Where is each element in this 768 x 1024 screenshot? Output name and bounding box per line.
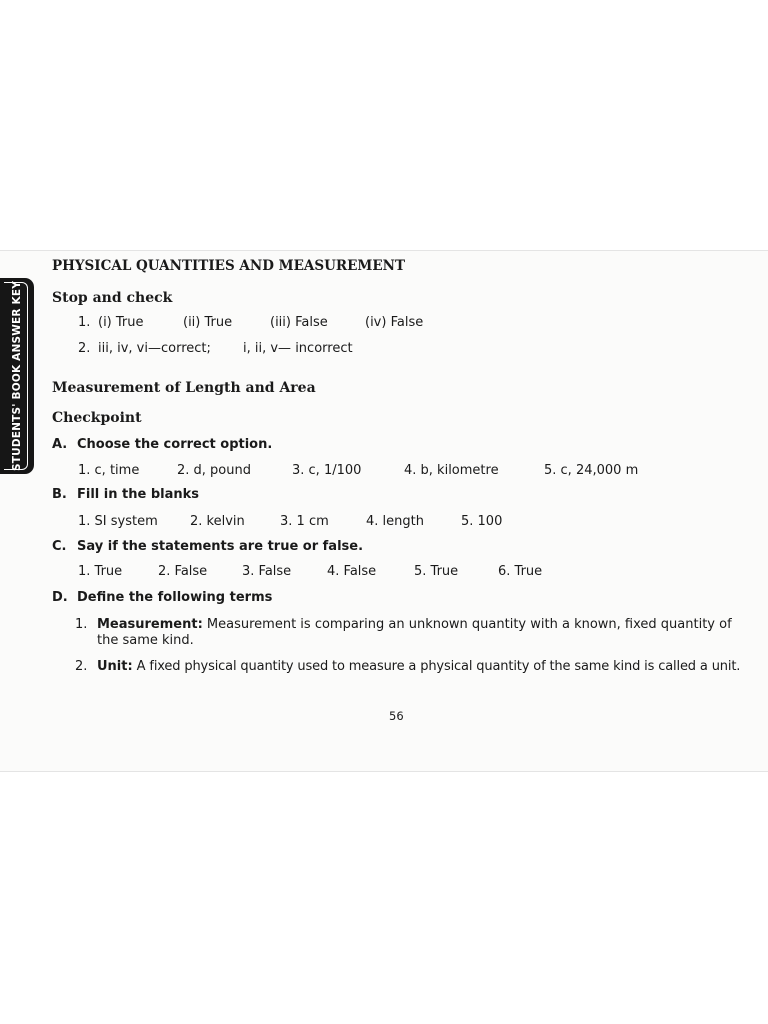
stop-check-q1-number: 1. — [78, 315, 91, 330]
definition-line — [97, 617, 732, 649]
part-c-label: C. — [52, 539, 67, 554]
definition-item — [75, 659, 760, 677]
part-c-answer: 4. False — [327, 564, 377, 579]
part-c-heading: Say if the statements are true or false. — [77, 539, 364, 554]
stop-and-check-heading: Stop and check — [52, 290, 173, 306]
part-a-answers — [78, 463, 638, 478]
side-tab-label: STUDENTS' BOOK ANSWER KEY — [11, 280, 23, 472]
definition-text-continued: the same kind. — [97, 633, 194, 648]
part-c-answer: 3. False — [242, 564, 292, 579]
definition-text: A fixed physical quantity used to measure a physical quantity of the same kind is called a unit. — [132, 659, 741, 674]
part-b-answer: 4. length — [366, 514, 424, 529]
stop-check-q1-item: (i) True — [98, 315, 144, 330]
definition-term-colon: : — [197, 617, 203, 632]
stop-check-row-1 — [78, 315, 423, 330]
definition-text: Measurement is comparing an unknown quantity with a known, fixed quantity of — [202, 617, 732, 632]
part-c-answers — [78, 564, 542, 579]
part-b-answer: 1. SI system — [78, 514, 158, 529]
stop-check-q2-item: i, ii, v— incorrect — [243, 341, 353, 356]
part-b-answer: 5. 100 — [461, 514, 503, 529]
definition-term: Unit — [97, 659, 128, 674]
part-a-answer: 5. c, 24,000 m — [544, 463, 639, 478]
part-d-heading: Define the following terms — [77, 590, 273, 605]
part-b-answer: 3. 1 cm — [280, 514, 329, 529]
part-b-answer: 2. kelvin — [190, 514, 245, 529]
part-b-label: B. — [52, 487, 67, 502]
part-a-answer: 3. c, 1/100 — [292, 463, 362, 478]
part-c-answer: 6. True — [498, 564, 543, 579]
definition-line — [97, 659, 740, 675]
page-title: PHYSICAL QUANTITIES AND MEASUREMENT — [52, 258, 405, 274]
part-a-answer: 1. c, time — [78, 463, 140, 478]
part-a-answer: 4. b, kilometre — [404, 463, 499, 478]
definition-item — [75, 617, 755, 651]
stop-check-q1-item: (iv) False — [365, 315, 424, 330]
definition-number: 2. — [75, 659, 88, 674]
definition-term-colon: : — [127, 659, 133, 674]
page-number: 56 — [389, 709, 404, 723]
stop-check-q1-item: (ii) True — [183, 315, 233, 330]
part-c-answer: 5. True — [414, 564, 459, 579]
part-d-label: D. — [52, 590, 68, 605]
part-a-label: A. — [52, 437, 68, 452]
definition-term: Measurement — [97, 617, 198, 632]
stop-check-q2-item: iii, iv, vi—correct; — [98, 341, 211, 356]
part-b-heading: Fill in the blanks — [77, 487, 199, 502]
part-a-answer: 2. d, pound — [177, 463, 251, 478]
part-a-heading: Choose the correct option. — [77, 437, 273, 452]
part-c-answer: 1. True — [78, 564, 123, 579]
section-heading: Measurement of Length and Area — [52, 380, 316, 396]
part-c-answer: 2. False — [158, 564, 208, 579]
part-b-answers — [78, 514, 502, 529]
stop-check-row-2 — [78, 341, 353, 356]
checkpoint-heading: Checkpoint — [52, 410, 142, 426]
stop-check-q1-item: (iii) False — [270, 315, 328, 330]
definition-number: 1. — [75, 617, 88, 632]
stop-check-q2-number: 2. — [78, 341, 91, 356]
